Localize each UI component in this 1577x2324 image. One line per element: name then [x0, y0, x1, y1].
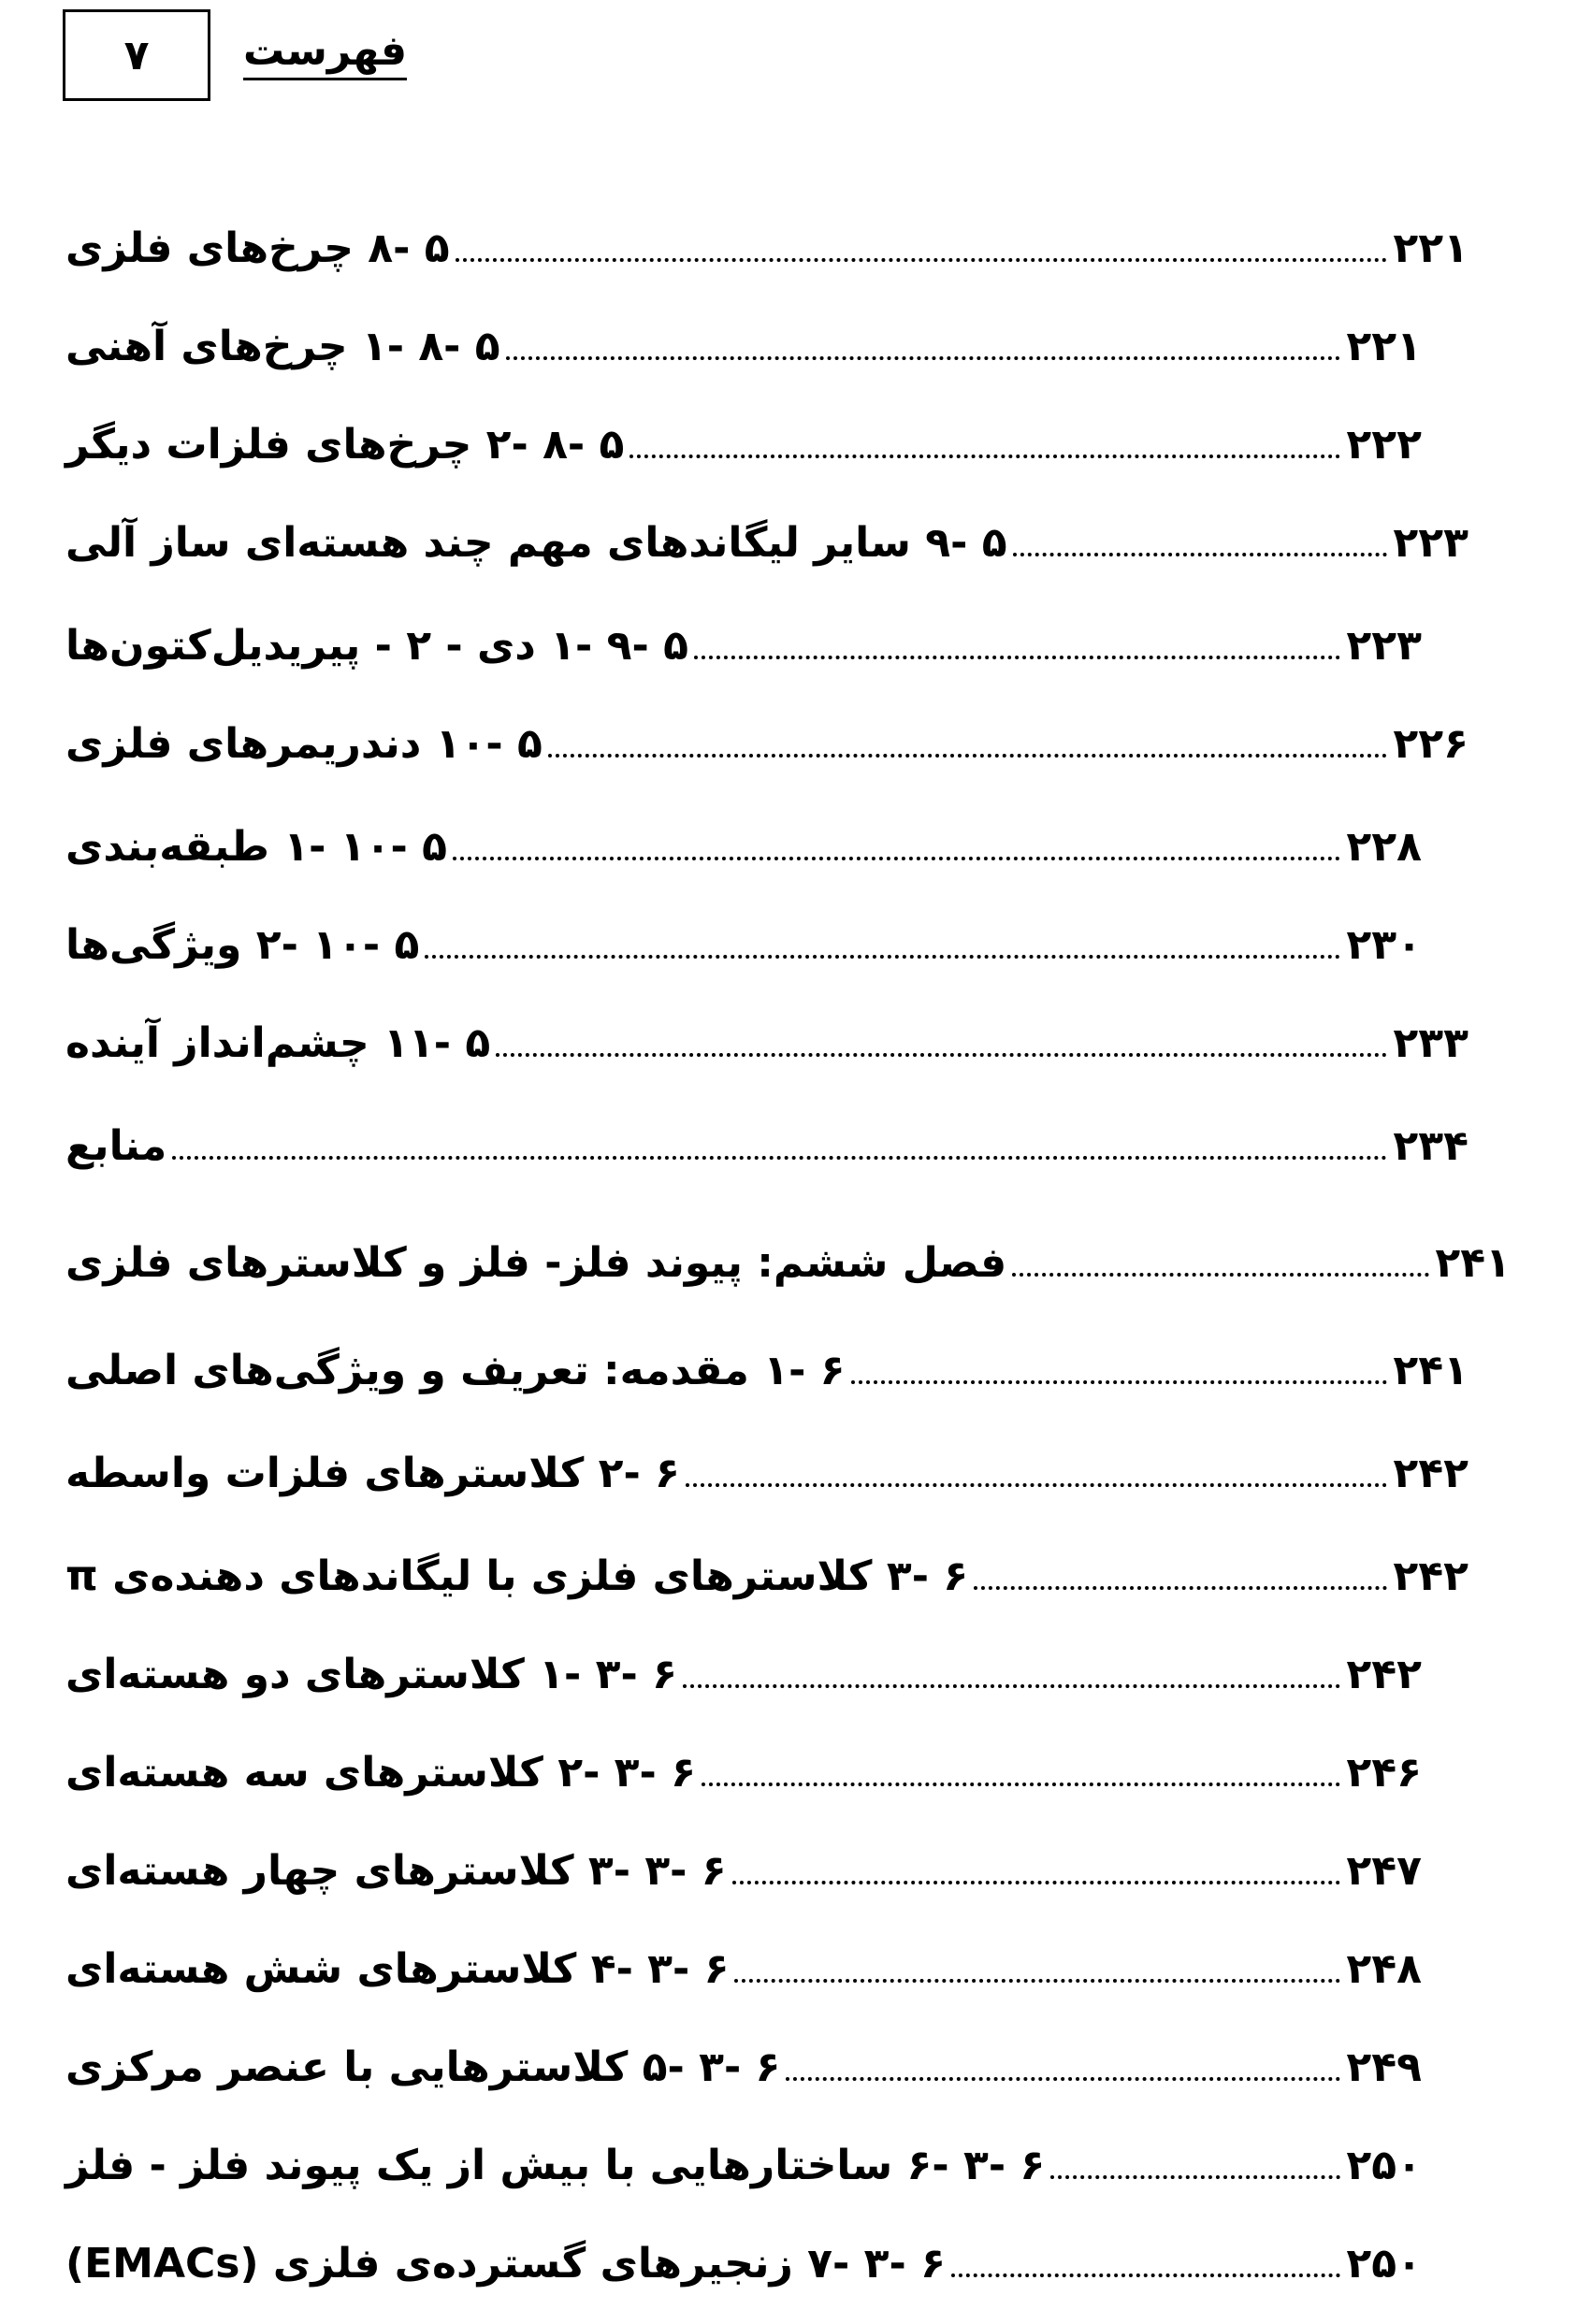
toc-entry-page: ۲۴۸	[1346, 1945, 1422, 1993]
toc-entry-title: ۵ -۱۱ چشم‌انداز آینده	[65, 1019, 491, 1067]
dot-leader	[702, 1783, 1340, 1786]
toc-entry[interactable]	[65, 1104, 1468, 1169]
toc-entry-title: ۵ -۸ -۱ چرخ‌های آهنی	[65, 323, 500, 370]
dot-leader	[425, 955, 1340, 959]
page-number: ۷	[123, 31, 150, 79]
dot-leader	[506, 356, 1341, 360]
toc-entry-page: ۲۴۱	[1435, 1239, 1511, 1287]
toc-entry-page: ۲۲۲	[1346, 421, 1422, 469]
dot-leader	[548, 754, 1388, 758]
dot-leader	[851, 1380, 1388, 1384]
toc-entry-page: ۲۲۱	[1346, 323, 1422, 370]
toc-entry[interactable]	[65, 1927, 1422, 1992]
toc-chapter-entry[interactable]	[65, 1220, 1511, 1286]
toc-entry-title: ۶ -۳ -۲ کلاسترهای سه هسته‌ای	[65, 1749, 696, 1797]
toc-entry-title: منابع	[65, 1122, 167, 1170]
toc-entry-title: ۶ -۳ -۱ کلاسترهای دو هسته‌ای	[65, 1651, 677, 1698]
toc-entry-page: ۲۲۳	[1346, 622, 1422, 670]
toc-entry[interactable]	[65, 2123, 1422, 2188]
toc-entry[interactable]	[65, 1632, 1422, 1697]
dot-leader	[734, 1979, 1340, 1983]
toc-entry-title: فصل ششم: پیوند فلز- فلز و کلاسترهای فلزی	[65, 1239, 1007, 1287]
toc-entry[interactable]	[65, 603, 1422, 669]
dot-leader	[456, 258, 1388, 262]
toc-entry-page: ۲۳۰	[1346, 921, 1422, 969]
dot-leader	[951, 2273, 1340, 2277]
section-title: فهرست	[243, 28, 407, 80]
toc-entry-title: ۵ -۸ چرخ‌های فلزی	[65, 224, 450, 272]
toc-entry-page: ۲۳۴	[1393, 1122, 1468, 1170]
toc-entry-title: ۶ -۱ مقدمه: تعریف و ویژگی‌های اصلی	[65, 1347, 846, 1394]
toc-entry[interactable]	[65, 1534, 1468, 1599]
toc-entry-title: ۶ -۳ -۳ کلاسترهای چهار هسته‌ای	[65, 1847, 727, 1895]
toc-entry[interactable]	[65, 1001, 1468, 1066]
toc-entry-title: ۵ -۸ -۲ چرخ‌های فلزات دیگر	[65, 421, 625, 469]
toc-entry-page: ۲۴۹	[1346, 2043, 1422, 2091]
toc-entry-title: ۵ -۹ سایر لیگاندهای مهم چند هسته‌ای ساز آلی	[65, 519, 1007, 567]
toc-entry[interactable]	[65, 1431, 1468, 1496]
dot-leader	[172, 1156, 1387, 1160]
toc-entry[interactable]	[65, 1828, 1422, 1894]
toc-entry[interactable]	[65, 1328, 1468, 1393]
toc-entry-page: ۲۴۱	[1393, 1347, 1468, 1394]
dot-leader	[732, 1881, 1341, 1884]
toc-entry-title: ۶ -۳ -۷ زنجیرهای گسترده‌ی فلزی (EMACs)	[65, 2240, 946, 2288]
toc-entry[interactable]	[65, 402, 1422, 468]
dot-leader	[496, 1053, 1387, 1057]
toc-entry-page: ۲۴۷	[1346, 1847, 1422, 1895]
toc-entry[interactable]	[65, 304, 1422, 369]
dot-leader	[629, 455, 1340, 458]
toc-entry-page: ۲۵۰	[1346, 2240, 1422, 2288]
dot-leader	[453, 857, 1340, 860]
toc-entry[interactable]	[65, 206, 1468, 271]
toc-entry[interactable]	[65, 500, 1468, 566]
dot-leader	[786, 2077, 1340, 2081]
toc-entry-title: ۶ -۳ -۴ کلاسترهای شش هسته‌ای	[65, 1945, 730, 1993]
toc-entry-page: ۲۳۳	[1393, 1019, 1468, 1067]
toc-entry-page: ۲۴۲	[1346, 1651, 1422, 1698]
toc-entry[interactable]	[65, 804, 1422, 870]
toc-entry-page: ۲۲۱	[1393, 224, 1468, 272]
toc-entry-title: ۶ -۲ کلاسترهای فلزات واسطه	[65, 1450, 680, 1497]
dot-leader	[686, 1483, 1388, 1487]
toc-entry-page: ۲۲۸	[1346, 823, 1422, 871]
dot-leader	[1012, 1273, 1429, 1277]
toc-entry[interactable]	[65, 1730, 1422, 1796]
toc-entry-page: ۲۴۶	[1346, 1749, 1422, 1797]
toc-entry-page: ۲۴۲	[1393, 1450, 1468, 1497]
toc-entry-title: ۵ -۱۰ -۱ طبقه‌بندی	[65, 823, 447, 871]
toc-entry-page: ۲۴۲	[1393, 1552, 1468, 1600]
dot-leader	[1013, 553, 1388, 556]
toc-entry[interactable]	[65, 902, 1422, 968]
toc-entry-title: ۵ -۱۰ دندریمرهای فلزی	[65, 720, 543, 768]
toc-entry[interactable]	[65, 2221, 1422, 2287]
dot-leader	[683, 1684, 1340, 1688]
toc-entry-title: ۵ -۱۰ -۲ ویژگی‌ها	[65, 921, 420, 969]
toc-entry-page: ۲۲۶	[1393, 720, 1468, 768]
toc-entry-title: ۶ -۳ -۶ ساختارهایی با بیش از یک پیوند فلز - فلز	[65, 2142, 1046, 2189]
toc-entry[interactable]	[65, 2025, 1422, 2090]
dot-leader	[1050, 2175, 1340, 2179]
toc-entry-page: ۲۲۳	[1393, 519, 1468, 567]
toc-entry-title: ۶ -۳ کلاسترهای فلزی با لیگاندهای دهنده‌ی π	[65, 1552, 969, 1600]
dot-leader	[974, 1586, 1387, 1590]
toc-entry-title: ۶ -۳ -۵ کلاسترهایی با عنصر مرکزی	[65, 2043, 781, 2091]
toc-entry-page: ۲۵۰	[1346, 2142, 1422, 2189]
toc-entry[interactable]	[65, 701, 1468, 767]
toc-entry-title: ۵ -۹ -۱ دی - ۲ - پیریدیل‌کتون‌ها	[65, 622, 688, 670]
dot-leader	[694, 656, 1340, 659]
